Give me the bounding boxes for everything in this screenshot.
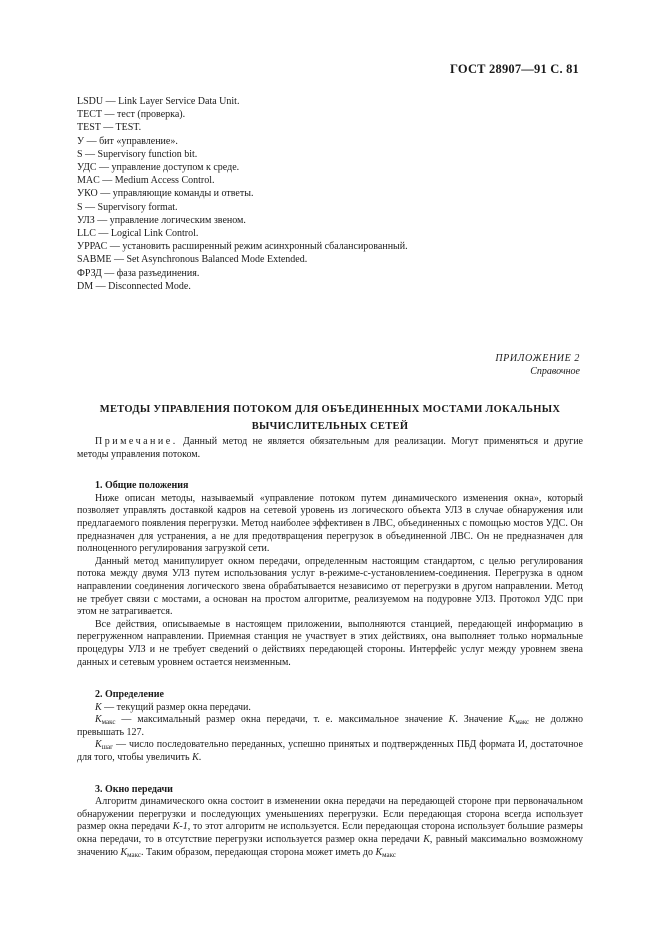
document-title bbox=[77, 401, 583, 435]
section-1-title: 1. Общие положения bbox=[95, 480, 189, 492]
symbol-k: K bbox=[95, 714, 102, 726]
document-title-line: МЕТОДЫ УПРАВЛЕНИЯ ПОТОКОМ ДЛЯ ОБЪЕДИНЕННЫХ МОСТАМИ ЛОКАЛЬНЫХ bbox=[99, 404, 561, 415]
definition-text: — максимальный размер окна передачи, т. е. максимальное значение bbox=[115, 714, 449, 726]
definition-k bbox=[77, 702, 583, 715]
symbol-k: K bbox=[95, 701, 102, 713]
abbreviation-item: TEST — TEST. bbox=[77, 122, 142, 134]
symbol-k: K bbox=[448, 714, 456, 726]
symbol-k: K bbox=[120, 846, 128, 858]
section-3-text: Алгоритм динамического окна состоит в изменении окна передачи на передающей стороне при первоначальном обнаружении перегрузки и последующих уменьшениях перегрузки. Если передающая сторона всегда использует размер окна передачи bbox=[77, 796, 583, 833]
subscript-step: шаг bbox=[101, 743, 114, 752]
symbol-k: K bbox=[375, 846, 383, 858]
abbreviation-item: ТЕСТ — тест (проверка). bbox=[77, 109, 186, 121]
abbreviation-item: ФРЗД — фаза разъединения. bbox=[77, 267, 200, 279]
symbol-k: K bbox=[423, 834, 430, 846]
definition-text: — число последовательно переданных, успешно принятых и подтвержденных ПБД формата И, достаточное для того, чтобы увеличить bbox=[77, 739, 583, 764]
symbol-k: K bbox=[95, 739, 102, 751]
appendix-label bbox=[495, 352, 580, 378]
definition-kstep bbox=[77, 739, 583, 764]
definition-text: . Значение bbox=[455, 714, 509, 726]
abbreviation-item: У — бит «управление». bbox=[77, 135, 178, 147]
section-3-text: . Таким образом, передающая сторона может иметь до bbox=[140, 846, 376, 858]
abbreviation-item: S — Supervisory format. bbox=[77, 201, 178, 213]
abbreviation-item: DM — Disconnected Mode. bbox=[77, 280, 191, 292]
section-3-text: , равный максимально возможному значению bbox=[77, 834, 583, 858]
abbreviation-item: S — Supervisory function bit. bbox=[77, 148, 198, 160]
note-text: Данный метод не является обязательным для реализации. Могут применяться и другие методы управления потоком. bbox=[77, 436, 583, 460]
abbreviation-item: УЛЗ — управление логическим звеном. bbox=[77, 214, 246, 226]
appendix-title: ПРИЛОЖЕНИЕ 2 bbox=[495, 353, 580, 364]
note-paragraph bbox=[77, 436, 583, 461]
subscript-max: макс bbox=[101, 718, 116, 727]
definition-kmax bbox=[77, 714, 583, 739]
section-1-paragraph: Все действия, описываемые в настоящем приложении, выполняются станцией, передающей информацию в перегруженном направлении. Приемная станция не участвует в этих действиях, она выполняет только нормальные процедуры УЛЗ и не требует сведений о действиях передающей стороны. Интерфейс услуг между уровнем звена данных и сетевым уровнем остается неизменным. bbox=[77, 618, 583, 668]
abbreviation-item: УДС — управление доступом к среде. bbox=[77, 162, 240, 174]
note-label: Примечание. bbox=[95, 436, 178, 447]
symbol-k: K bbox=[192, 752, 199, 764]
symbol-k: K bbox=[508, 714, 516, 726]
main-content bbox=[77, 436, 583, 859]
abbreviation-item: MAC — Medium Access Control. bbox=[77, 175, 215, 187]
definition-text: . bbox=[198, 752, 202, 764]
abbreviation-item: LLC — Logical Link Control. bbox=[77, 228, 199, 240]
abbreviation-list bbox=[77, 95, 408, 293]
appendix-subtitle: Справочное bbox=[530, 366, 580, 377]
section-3-paragraph bbox=[77, 796, 583, 859]
document-title-line: ВЫЧИСЛИТЕЛЬНЫХ СЕТЕЙ bbox=[251, 421, 409, 432]
abbreviation-item: SABME — Set Asynchronous Balanced Mode Extended. bbox=[77, 254, 308, 266]
section-2-title: 2. Определение bbox=[95, 689, 164, 701]
definition-text: не должно превышать 127. bbox=[77, 714, 583, 738]
page-header: ГОСТ 28907—91 С. 81 bbox=[450, 62, 579, 76]
section-3-text: , то этот алгоритм не используется. Если передающая сторона использует большие размеры окна передачи, то в отсутствие перегрузки используется размер окна передачи bbox=[77, 821, 584, 846]
subscript-max: макс bbox=[515, 718, 530, 727]
abbreviation-item: УРРАС — установить расширенный режим асинхронный сбалансированный. bbox=[77, 241, 408, 253]
symbol-k-minus-1: K-1 bbox=[172, 821, 188, 833]
subscript-max: макс bbox=[382, 850, 396, 859]
definition-text: — текущий размер окна передачи. bbox=[101, 701, 251, 713]
abbreviation-item: УКО — управляющие команды и ответы. bbox=[77, 188, 254, 200]
section-1-paragraph: Данный метод манипулирует окном передачи, определенным настоящим стандартом, с целью регулирования потока между двумя УЛЗ путем использования услуг в-режиме-с-установлением-соединения. Перегрузка в одном направлении соединения логического звена обрабатывается независимо от перегрузки в другом направлении. Метод не требует связи с мостами, а основан на простом алгоритме, реализуемом на подуровне УЛЗ. Протокол УДС при этом не затрагивается. bbox=[77, 555, 583, 618]
section-3-title: 3. Окно передачи bbox=[95, 783, 173, 795]
abbreviation-item: LSDU — Link Layer Service Data Unit. bbox=[77, 96, 240, 107]
subscript-max: макс bbox=[127, 850, 141, 859]
section-1-paragraph: Ниже описан методы, называемый «управление потоком путем динамического изменения окна», который позволяет управлять доставкой кадров на сетевой уровень из логического объекта УЛЗ в случае обнаружения или предлагаемого появления перегрузки. Метод наиболее эффективен в ЛВС, объединенных с помощью мостов УДС. Он предназначен для устранения, а не для предотвращения перегрузок в объединенной ЛВС. Он не предназначен для полноценного регулирования загрузкой сети. bbox=[77, 492, 583, 555]
